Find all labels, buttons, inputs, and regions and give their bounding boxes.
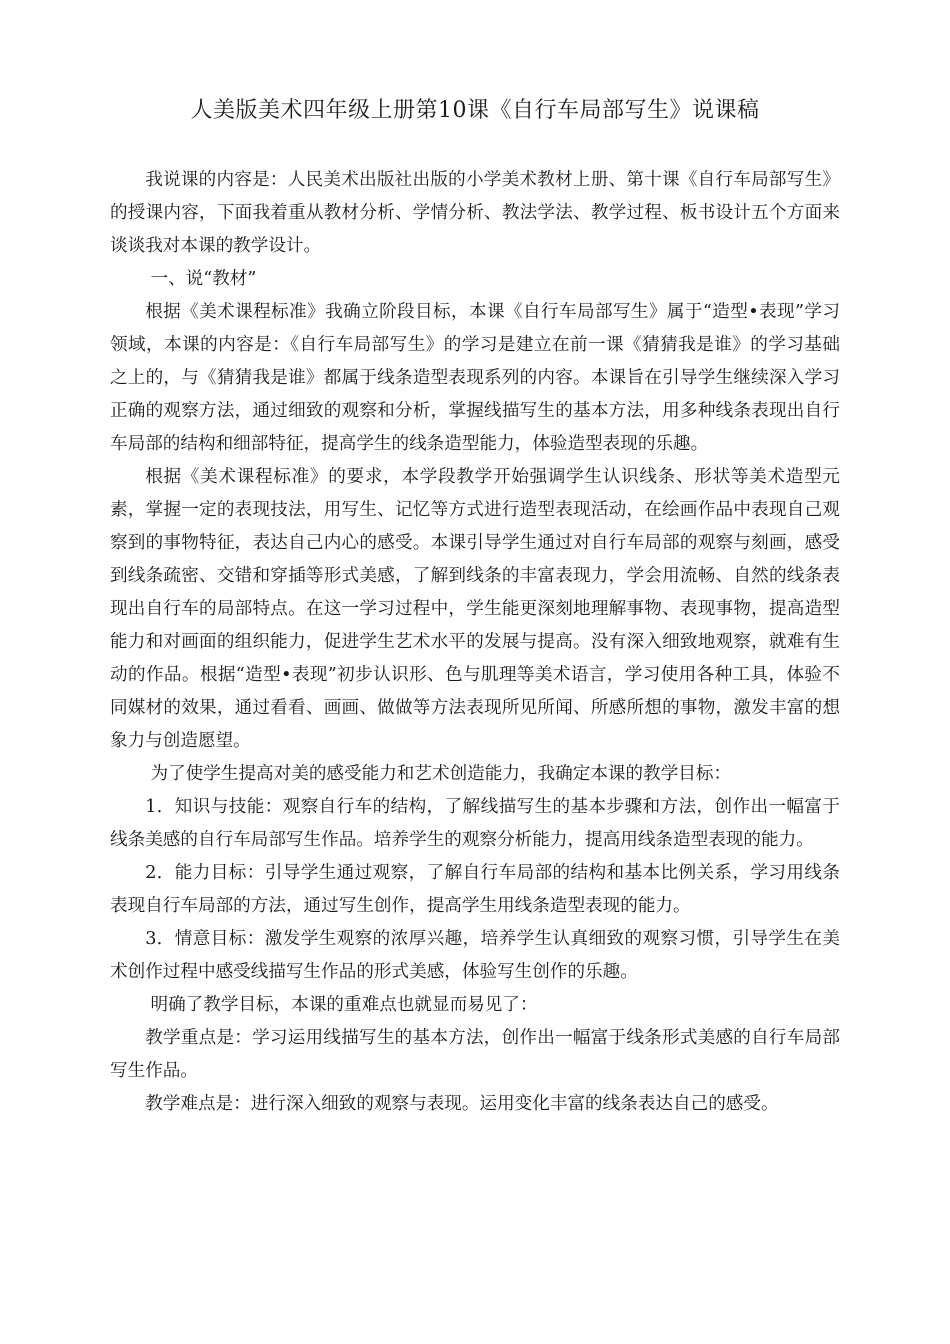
key-points-intro: 明确了教学目标，本课的重难点也就显而易见了：	[150, 995, 538, 1015]
section-heading-textbook: 一、说“教材”	[150, 269, 257, 289]
objective-emotion: 3．情意目标：激发学生观察的浓厚兴趣，培养学生认真细致的观察习惯，引导学生在美术创作过程中感受线描写生作品的形式美感，体验写生创作的乐趣。	[110, 929, 840, 982]
textbook-paragraph-2: 根据《美术课程标准》的要求，本学段教学开始强调学生认识线条、形状等美术造型元素，掌握一定的表现技法，用写生、记忆等方式进行造型表现活动，在绘画作品中表现自己观察到的事物特征，表达自己内心的感受。本课引导学生通过对自行车局部的观察与刻画，感受到线条疏密、交错和穿插等形式美感，了解到线条的丰富表现力，学会用流畅、自然的线条表现出自行车的局部特点。在这一学习过程中，学生能更深刻地理解事物、表现事物，提高造型能力和对画面的组织能力，促进学生艺术水平的发展与提高。没有深入细致地观察，就难有生动的作品。根据“造型•表现”初步认识形、色与肌理等美术语言，学习使用各种工具，体验不同媒材的效果，通过看看、画画、做做等方法表现所见所闻、所感所想的事物，激发丰富的想象力与创造愿望。	[110, 467, 840, 751]
objectives-intro: 为了使学生提高对美的感受能力和艺术创造能力，我确定本课的教学目标：	[150, 764, 732, 784]
teaching-difficulty: 教学难点是：进行深入细致的观察与表现。运用变化丰富的线条表达自己的感受。	[145, 1094, 779, 1114]
teaching-key-point: 教学重点是：学习运用线描写生的基本方法，创作出一幅富于线条形式美感的自行车局部写生作品。	[110, 1028, 840, 1081]
objective-knowledge-skills: 1．知识与技能：观察自行车的结构，了解线描写生的基本步骤和方法，创作出一幅富于线条美感的自行车局部写生作品。培养学生的观察分析能力，提高用线条造型表现的能力。	[110, 797, 840, 850]
document-body	[110, 164, 840, 1121]
document-title: 人美版美术四年级上册第10课《自行车局部写生》说课稿	[190, 98, 760, 123]
objective-ability: 2．能力目标：引导学生通过观察，了解自行车局部的结构和基本比例关系，学习用线条表现自行车局部的方法，通过写生创作，提高学生用线条造型表现的能力。	[110, 863, 840, 916]
intro-paragraph: 我说课的内容是：人民美术出版社出版的小学美术教材上册、第十课《自行车局部写生》的授课内容，下面我着重从教材分析、学情分析、教法学法、教学过程、板书设计五个方面来谈谈我对本课的教学设计。	[110, 170, 840, 256]
textbook-paragraph-1: 根据《美术课程标准》我确立阶段目标，本课《自行车局部写生》属于“造型•表现”学习领域，本课的内容是：《自行车局部写生》的学习是建立在前一课《猜猜我是谁》的学习基础之上的，与《猜猜我是谁》都属于线条造型表现系列的内容。本课旨在引导学生继续深入学习正确的观察方法，通过细致的观察和分析，掌握线描写生的基本方法，用多种线条表现出自行车局部的结构和细部特征，提高学生的线条造型能力，体验造型表现的乐趣。	[110, 302, 840, 454]
